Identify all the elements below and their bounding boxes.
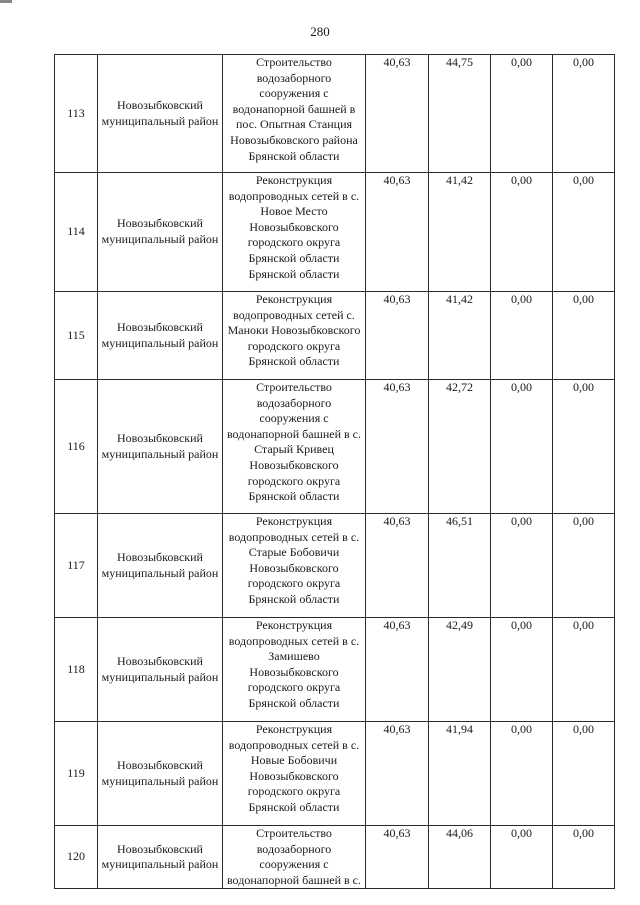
- region-name: Новозыбковский муниципальный район: [101, 216, 219, 246]
- row-number: 120: [55, 826, 98, 889]
- project-cell: [223, 380, 366, 514]
- value-4: 0,00: [553, 826, 615, 889]
- region-name: Новозыбковский муниципальный район: [101, 757, 219, 788]
- region-cell: [98, 380, 223, 514]
- value-4: 0,00: [553, 722, 615, 826]
- row-number: 118: [55, 618, 98, 722]
- value-2: 41,42: [429, 292, 491, 380]
- region-cell: [98, 173, 223, 292]
- table-row: [55, 173, 615, 292]
- value-4: 0,00: [553, 292, 615, 380]
- value-1: 40,63: [366, 292, 429, 380]
- value-3: 0,00: [491, 826, 553, 889]
- value-2: 42,72: [429, 380, 491, 514]
- project-name: Реконструкция водопроводных сетей в с. Старые Бобовичи Новозыбковского городского округа Брянской области: [228, 514, 360, 606]
- project-name: Реконструкция водопроводных сетей в с. Новые Бобовичи Новозыбковского городского округа Брянской области: [228, 722, 360, 814]
- value-3: 0,00: [491, 55, 553, 173]
- project-cell: [223, 618, 366, 722]
- project-cell: [223, 514, 366, 618]
- value-4: 0,00: [553, 380, 615, 514]
- value-1: 40,63: [366, 173, 429, 292]
- region-name: Новозыбковский муниципальный район: [101, 430, 219, 461]
- project-name: Реконструкция водопроводных сетей с. Маноки Новозыбковского городского округа Брянской области: [227, 292, 361, 369]
- value-1: 40,63: [366, 826, 429, 889]
- project-cell: [223, 55, 366, 173]
- project-name: Строительство водозаборного сооружения с водонапорной башней в с.: [226, 826, 362, 887]
- value-2: 41,94: [429, 722, 491, 826]
- row-number: 119: [55, 722, 98, 826]
- value-3: 0,00: [491, 514, 553, 618]
- project-cell: [223, 722, 366, 826]
- table-row: [55, 618, 615, 722]
- value-2: 44,06: [429, 826, 491, 889]
- region-name: Новозыбковский муниципальный район: [101, 319, 219, 350]
- project-name: Строительство водозаборного сооружения с водонапорной башней в с. Старый Кривец Новозыбковского городского округа Брянской области: [226, 380, 362, 504]
- value-4: 0,00: [553, 173, 615, 292]
- project-cell: [223, 173, 366, 292]
- table-row: [55, 722, 615, 826]
- scan-artifact: [0, 0, 12, 3]
- value-2: 42,49: [429, 618, 491, 722]
- project-name: Строительство водозаборного сооружения с водонапорной башней в пос. Опытная Станция Новозыбковского района Брянской области: [230, 55, 358, 163]
- value-2: 44,75: [429, 55, 491, 173]
- value-4: 0,00: [553, 55, 615, 173]
- project-name: Реконструкция водопроводных сетей в с. Новое Место Новозыбковского городского округа Брянской области Брянской области: [228, 173, 360, 281]
- row-number: 114: [55, 173, 98, 292]
- region-name: Новозыбковский муниципальный район: [101, 653, 219, 684]
- region-name: Новозыбковский муниципальный район: [101, 549, 219, 580]
- value-3: 0,00: [491, 722, 553, 826]
- value-4: 0,00: [553, 514, 615, 618]
- row-number: 113: [55, 55, 98, 173]
- value-3: 0,00: [491, 380, 553, 514]
- value-1: 40,63: [366, 55, 429, 173]
- row-number: 117: [55, 514, 98, 618]
- project-name: Реконструкция водопроводных сетей в с. Замишево Новозыбковского городского округа Брянской области: [228, 618, 360, 710]
- value-1: 40,63: [366, 514, 429, 618]
- region-cell: [98, 826, 223, 889]
- row-number: 116: [55, 380, 98, 514]
- region-cell: [98, 722, 223, 826]
- region-name: Новозыбковский муниципальный район: [101, 841, 219, 872]
- region-name: Новозыбковский муниципальный район: [101, 97, 219, 128]
- table-row: [55, 380, 615, 514]
- region-cell: [98, 292, 223, 380]
- value-2: 46,51: [429, 514, 491, 618]
- table-row: [55, 55, 615, 173]
- region-cell: [98, 514, 223, 618]
- table-row: [55, 292, 615, 380]
- row-number: 115: [55, 292, 98, 380]
- project-cell: [223, 292, 366, 380]
- project-cell: [223, 826, 366, 889]
- value-3: 0,00: [491, 292, 553, 380]
- value-2: 41,42: [429, 173, 491, 292]
- table-row: [55, 514, 615, 618]
- value-4: 0,00: [553, 618, 615, 722]
- value-3: 0,00: [491, 618, 553, 722]
- page-number: 280: [310, 24, 330, 39]
- value-1: 40,63: [366, 618, 429, 722]
- value-1: 40,63: [366, 722, 429, 826]
- value-3: 0,00: [491, 173, 553, 292]
- table-row: [55, 826, 615, 889]
- projects-table: [54, 54, 615, 889]
- region-cell: [98, 618, 223, 722]
- region-cell: [98, 55, 223, 173]
- value-1: 40,63: [366, 380, 429, 514]
